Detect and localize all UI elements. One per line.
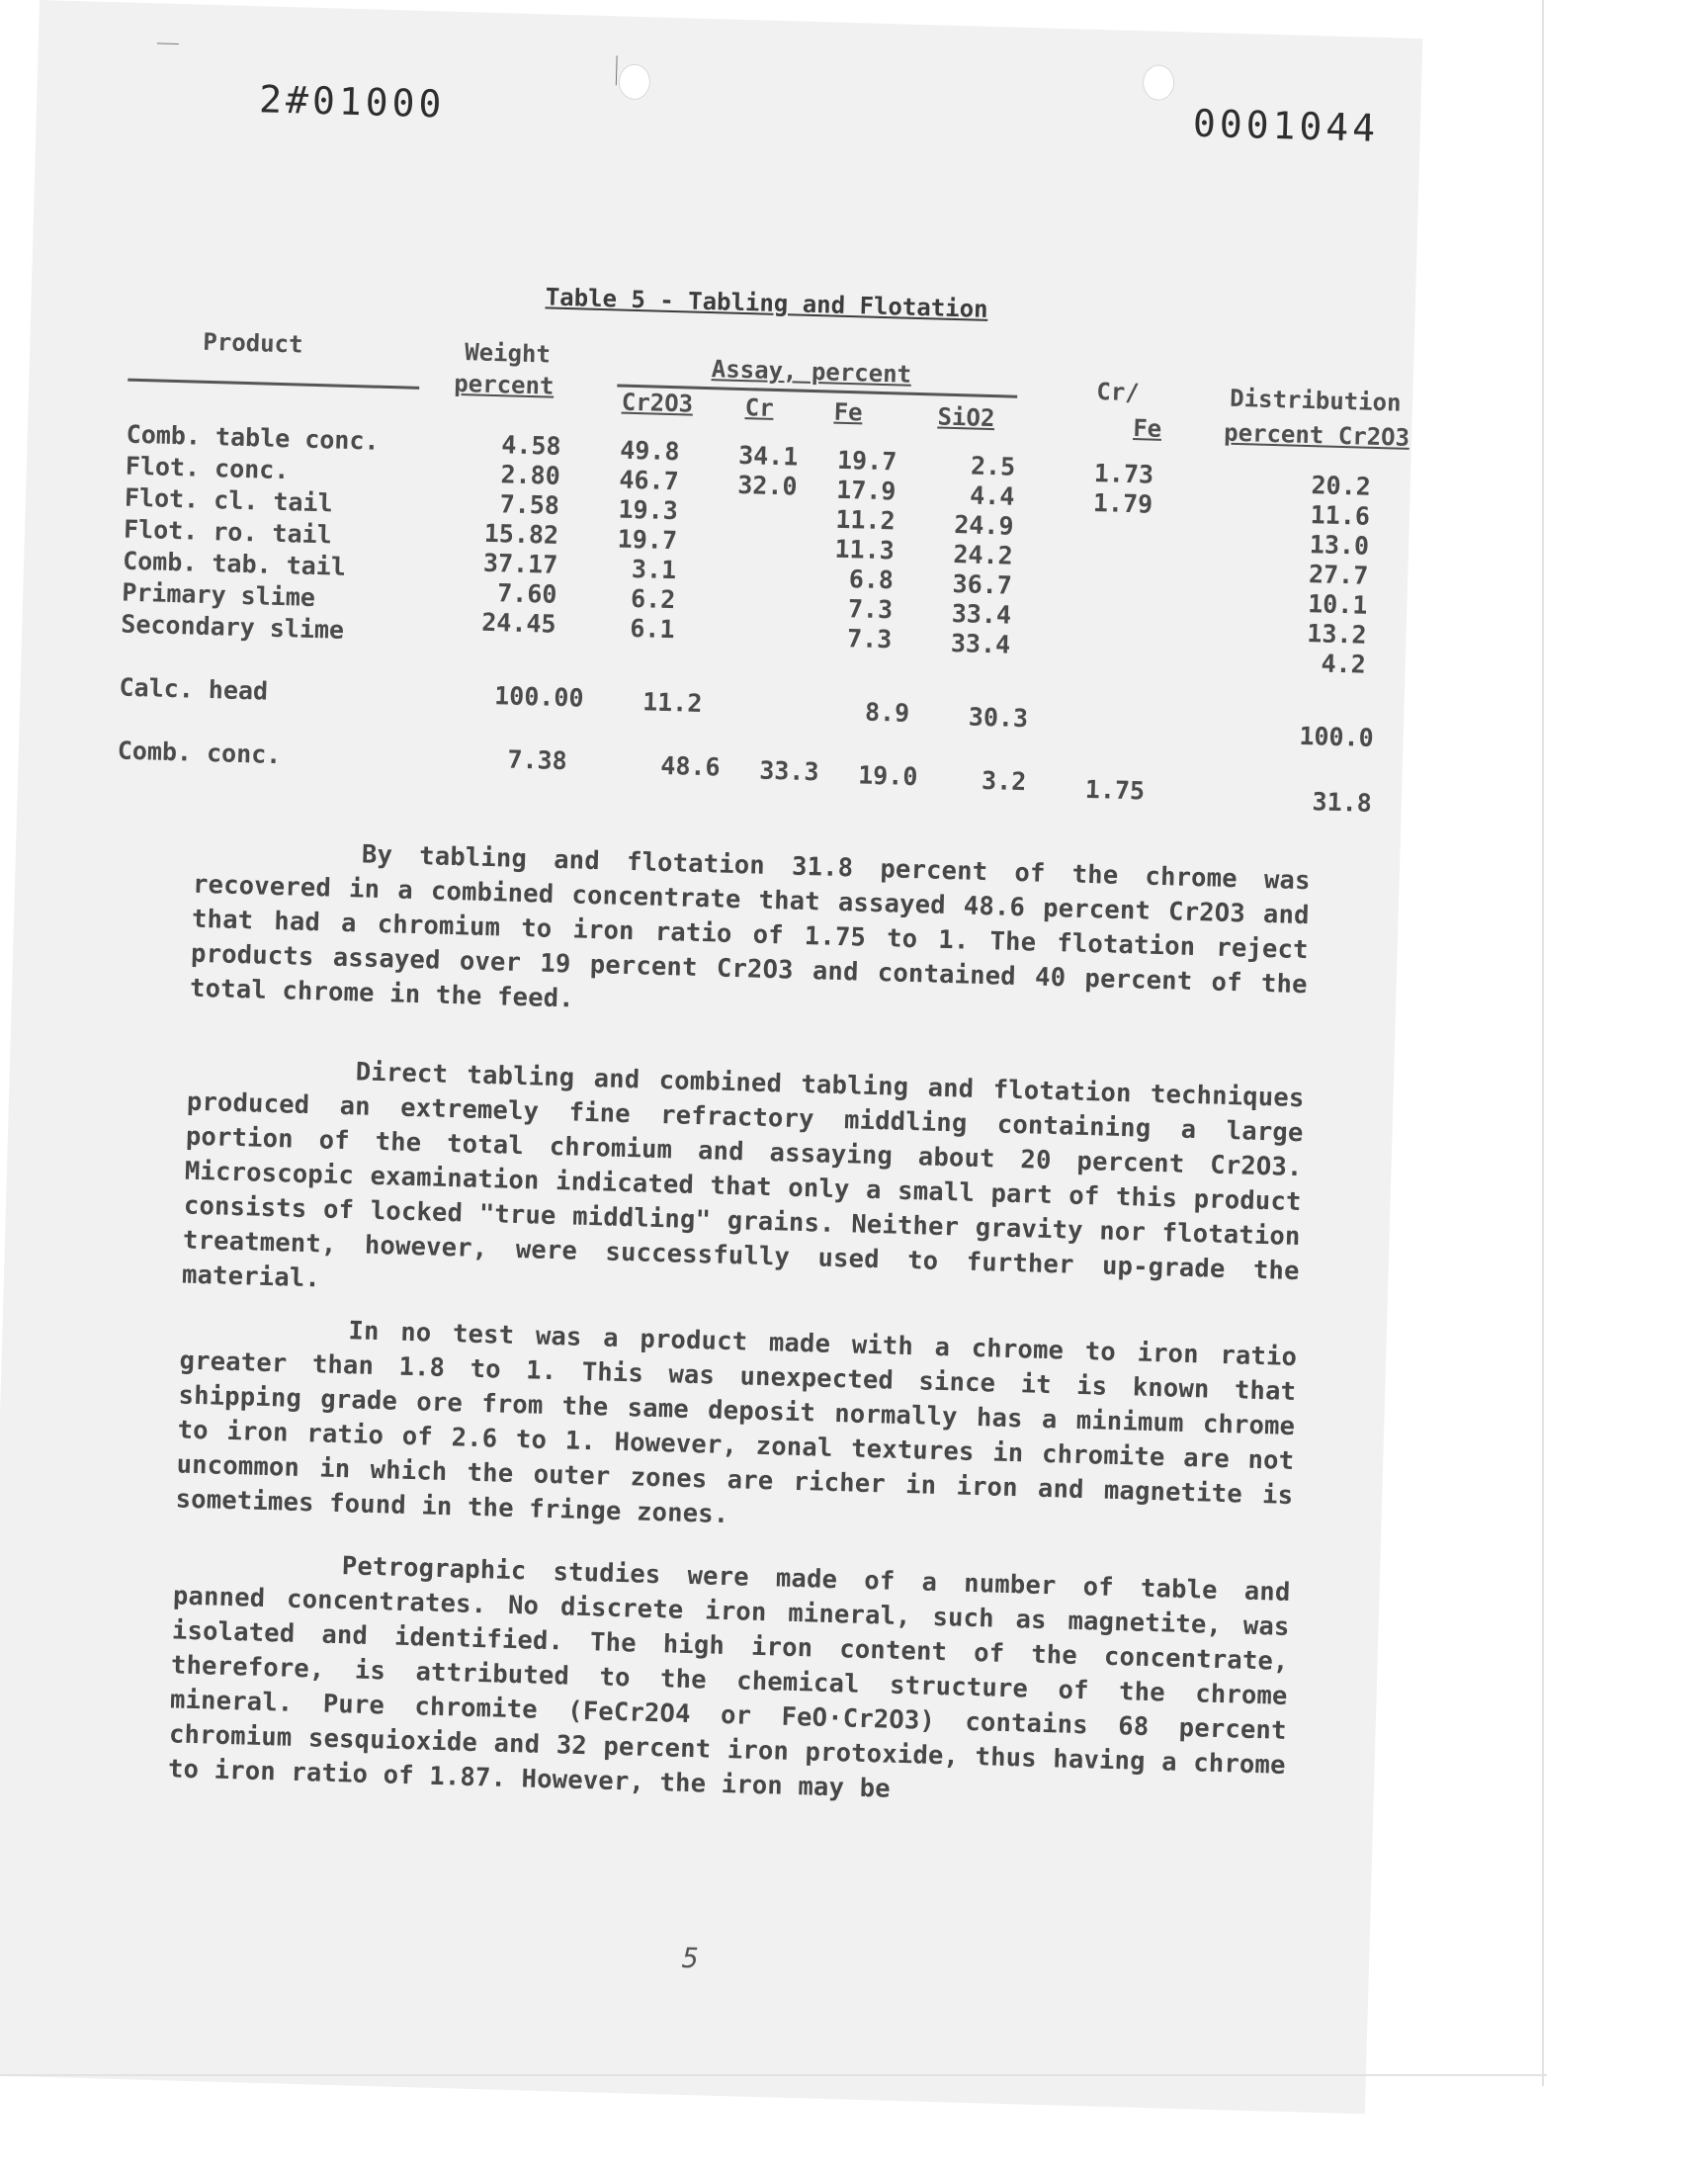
- comb-conc-cr2o3: 48.6: [660, 750, 722, 782]
- row-dist: 13.0: [1309, 530, 1370, 561]
- punch-hole-right: [1143, 64, 1175, 101]
- row-sio2: 33.4: [951, 599, 1012, 630]
- paragraph-2: Direct tabling and combined tabling and flotation techniques produced an extremely fine refractory middling containing a large portion of the total chromium and assaying about 20 percent Cr2O3. Microscopic examination indicated that only a small part of this product consists of locked "true middling" grains. Neither gravity nor flotation treatment, however, were successfully used to further up-grade the material.: [181, 1057, 1305, 1294]
- header-crfe-line2: Fe: [1132, 414, 1162, 443]
- row-cr2o3: 19.7: [617, 524, 678, 556]
- calc-head-sio2: 30.3: [968, 702, 1029, 734]
- punch-hole-left: [618, 63, 650, 100]
- comb-conc-crfe: 1.75: [1084, 774, 1146, 806]
- row-fe: 6.8: [848, 565, 895, 595]
- row-dist: 4.2: [1321, 649, 1367, 679]
- row-cr2o3: 6.1: [629, 613, 675, 645]
- header-cr: Cr: [744, 393, 775, 422]
- row-dist: 11.6: [1310, 500, 1371, 531]
- row-product: Comb. tab. tail: [122, 546, 347, 581]
- row-weight: 7.58: [499, 489, 560, 520]
- comb-conc-sio2: 3.2: [981, 765, 1027, 797]
- row-dist: 27.7: [1308, 560, 1369, 590]
- row-dist: 13.2: [1306, 619, 1367, 650]
- row-dist: 10.1: [1307, 589, 1368, 620]
- header-assay: Assay, percent: [711, 355, 912, 389]
- row-product: Flot. cl. tail: [124, 482, 334, 518]
- header-distribution-line2: percent Cr2O3: [1223, 418, 1410, 452]
- header-weight-line1: Weight: [464, 338, 552, 369]
- row-fe: 7.3: [847, 594, 894, 625]
- paragraph-4: Petrographic studies were made of a number of table and panned concentrates. No discrete iron mineral, such as magnetite, was isolated and identified. The high iron content of the concentrate, therefore, is attributed to the chemical structure of the chrome mineral. Pure chromite (FeCr2O4 or FeO·Cr2O3) contains 68 percent chromium sesquioxide and 32 percent iron protoxide, thus having a chrome to iron ratio of 1.87. However, the iron may be: [167, 1551, 1291, 1804]
- calc-head-dist: 100.0: [1299, 721, 1375, 752]
- row-fe: 17.9: [835, 475, 897, 506]
- row-sio2: 2.5: [970, 451, 1016, 481]
- row-weight: 7.60: [496, 578, 557, 609]
- header-sio2: SiO2: [937, 402, 995, 433]
- row-sio2: 24.9: [953, 510, 1014, 541]
- header-rule-product: [128, 379, 419, 390]
- paper-edge-right: [1542, 0, 1544, 2086]
- row-dist: 20.2: [1311, 471, 1372, 501]
- row-cr2o3: 49.8: [619, 435, 680, 467]
- row-weight: 2.80: [500, 460, 561, 490]
- table-title: Table 5 - Tabling and Flotation: [545, 283, 988, 323]
- header-product: Product: [203, 327, 303, 359]
- row-weight: 24.45: [480, 607, 556, 639]
- row-fe: 7.3: [846, 624, 893, 654]
- row-sio2: 33.4: [950, 629, 1011, 659]
- page-number: 5: [681, 1941, 700, 1975]
- header-cr2o3: Cr2O3: [621, 388, 694, 418]
- row-cr: 34.1: [737, 440, 799, 472]
- document-number-left: 2#01000: [258, 77, 446, 127]
- calc-head-fe: 8.9: [864, 697, 910, 728]
- comb-conc-dist: 31.8: [1312, 787, 1373, 818]
- header-weight-line2: percent: [453, 369, 555, 400]
- paper-edge-bottom: [0, 2074, 1547, 2076]
- row-fe: 11.3: [834, 534, 896, 566]
- row-cr2o3: 3.1: [631, 554, 677, 585]
- row-fe: 19.7: [836, 445, 897, 477]
- row-cr2o3: 19.3: [618, 494, 679, 526]
- row-sio2: 4.4: [969, 480, 1015, 511]
- row-crfe: 1.73: [1093, 458, 1154, 489]
- header-crfe-line1: Cr/: [1095, 378, 1141, 407]
- row-weight: 37.17: [482, 548, 558, 579]
- comb-conc-weight: 7.38: [507, 744, 568, 776]
- calc-head-product: Calc. head: [119, 672, 269, 706]
- row-sio2: 24.2: [953, 540, 1014, 570]
- comb-conc-fe: 19.0: [857, 760, 918, 792]
- row-weight: 15.82: [483, 518, 559, 550]
- row-product: Primary slime: [121, 577, 316, 613]
- row-product: Flot. ro. tail: [123, 514, 333, 550]
- scan-mark: [157, 43, 179, 44]
- row-product: Flot. conc.: [125, 451, 290, 485]
- row-sio2: 36.7: [952, 569, 1013, 600]
- calc-head-weight: 100.00: [493, 681, 584, 713]
- calc-head-cr2o3: 11.2: [641, 687, 703, 718]
- paragraph-3: In no test was a product made with a chrome to iron ratio greater than 1.8 to 1. This was unexpected since it is known that shipping grade ore from the same deposit normally has a minimum chrome to iron ratio of 2.6 to 1. However, zonal textures in chromite are not uncommon in which the outer zones are richer in iron and magnetite is sometimes found in the fringe zones.: [175, 1316, 1298, 1530]
- comb-conc-cr: 33.3: [758, 755, 819, 787]
- paragraph-1: By tabling and flotation 31.8 percent of the chrome was recovered in a combined concentrate that assayed 48.6 percent Cr2O3 and that had a chromium to iron ratio of 1.75 to 1. The flotation reject products assayed over 19 percent Cr2O3 and contained 40 percent of the total chrome in the feed.: [189, 839, 1312, 1014]
- row-product: Comb. table conc.: [126, 419, 380, 456]
- row-cr: 32.0: [736, 470, 798, 501]
- header-fe: Fe: [833, 397, 863, 427]
- row-fe: 11.2: [835, 504, 897, 536]
- row-cr2o3: 6.2: [630, 583, 676, 615]
- comb-conc-product: Comb. conc.: [117, 736, 282, 770]
- scan-mark: [616, 55, 618, 85]
- row-cr2o3: 46.7: [619, 465, 680, 496]
- header-distribution-line1: Distribution: [1229, 384, 1402, 417]
- document-number-right: 0001044: [1192, 101, 1380, 150]
- row-product: Secondary slime: [121, 609, 345, 645]
- row-weight: 4.58: [501, 430, 562, 461]
- row-crfe: 1.79: [1092, 487, 1153, 519]
